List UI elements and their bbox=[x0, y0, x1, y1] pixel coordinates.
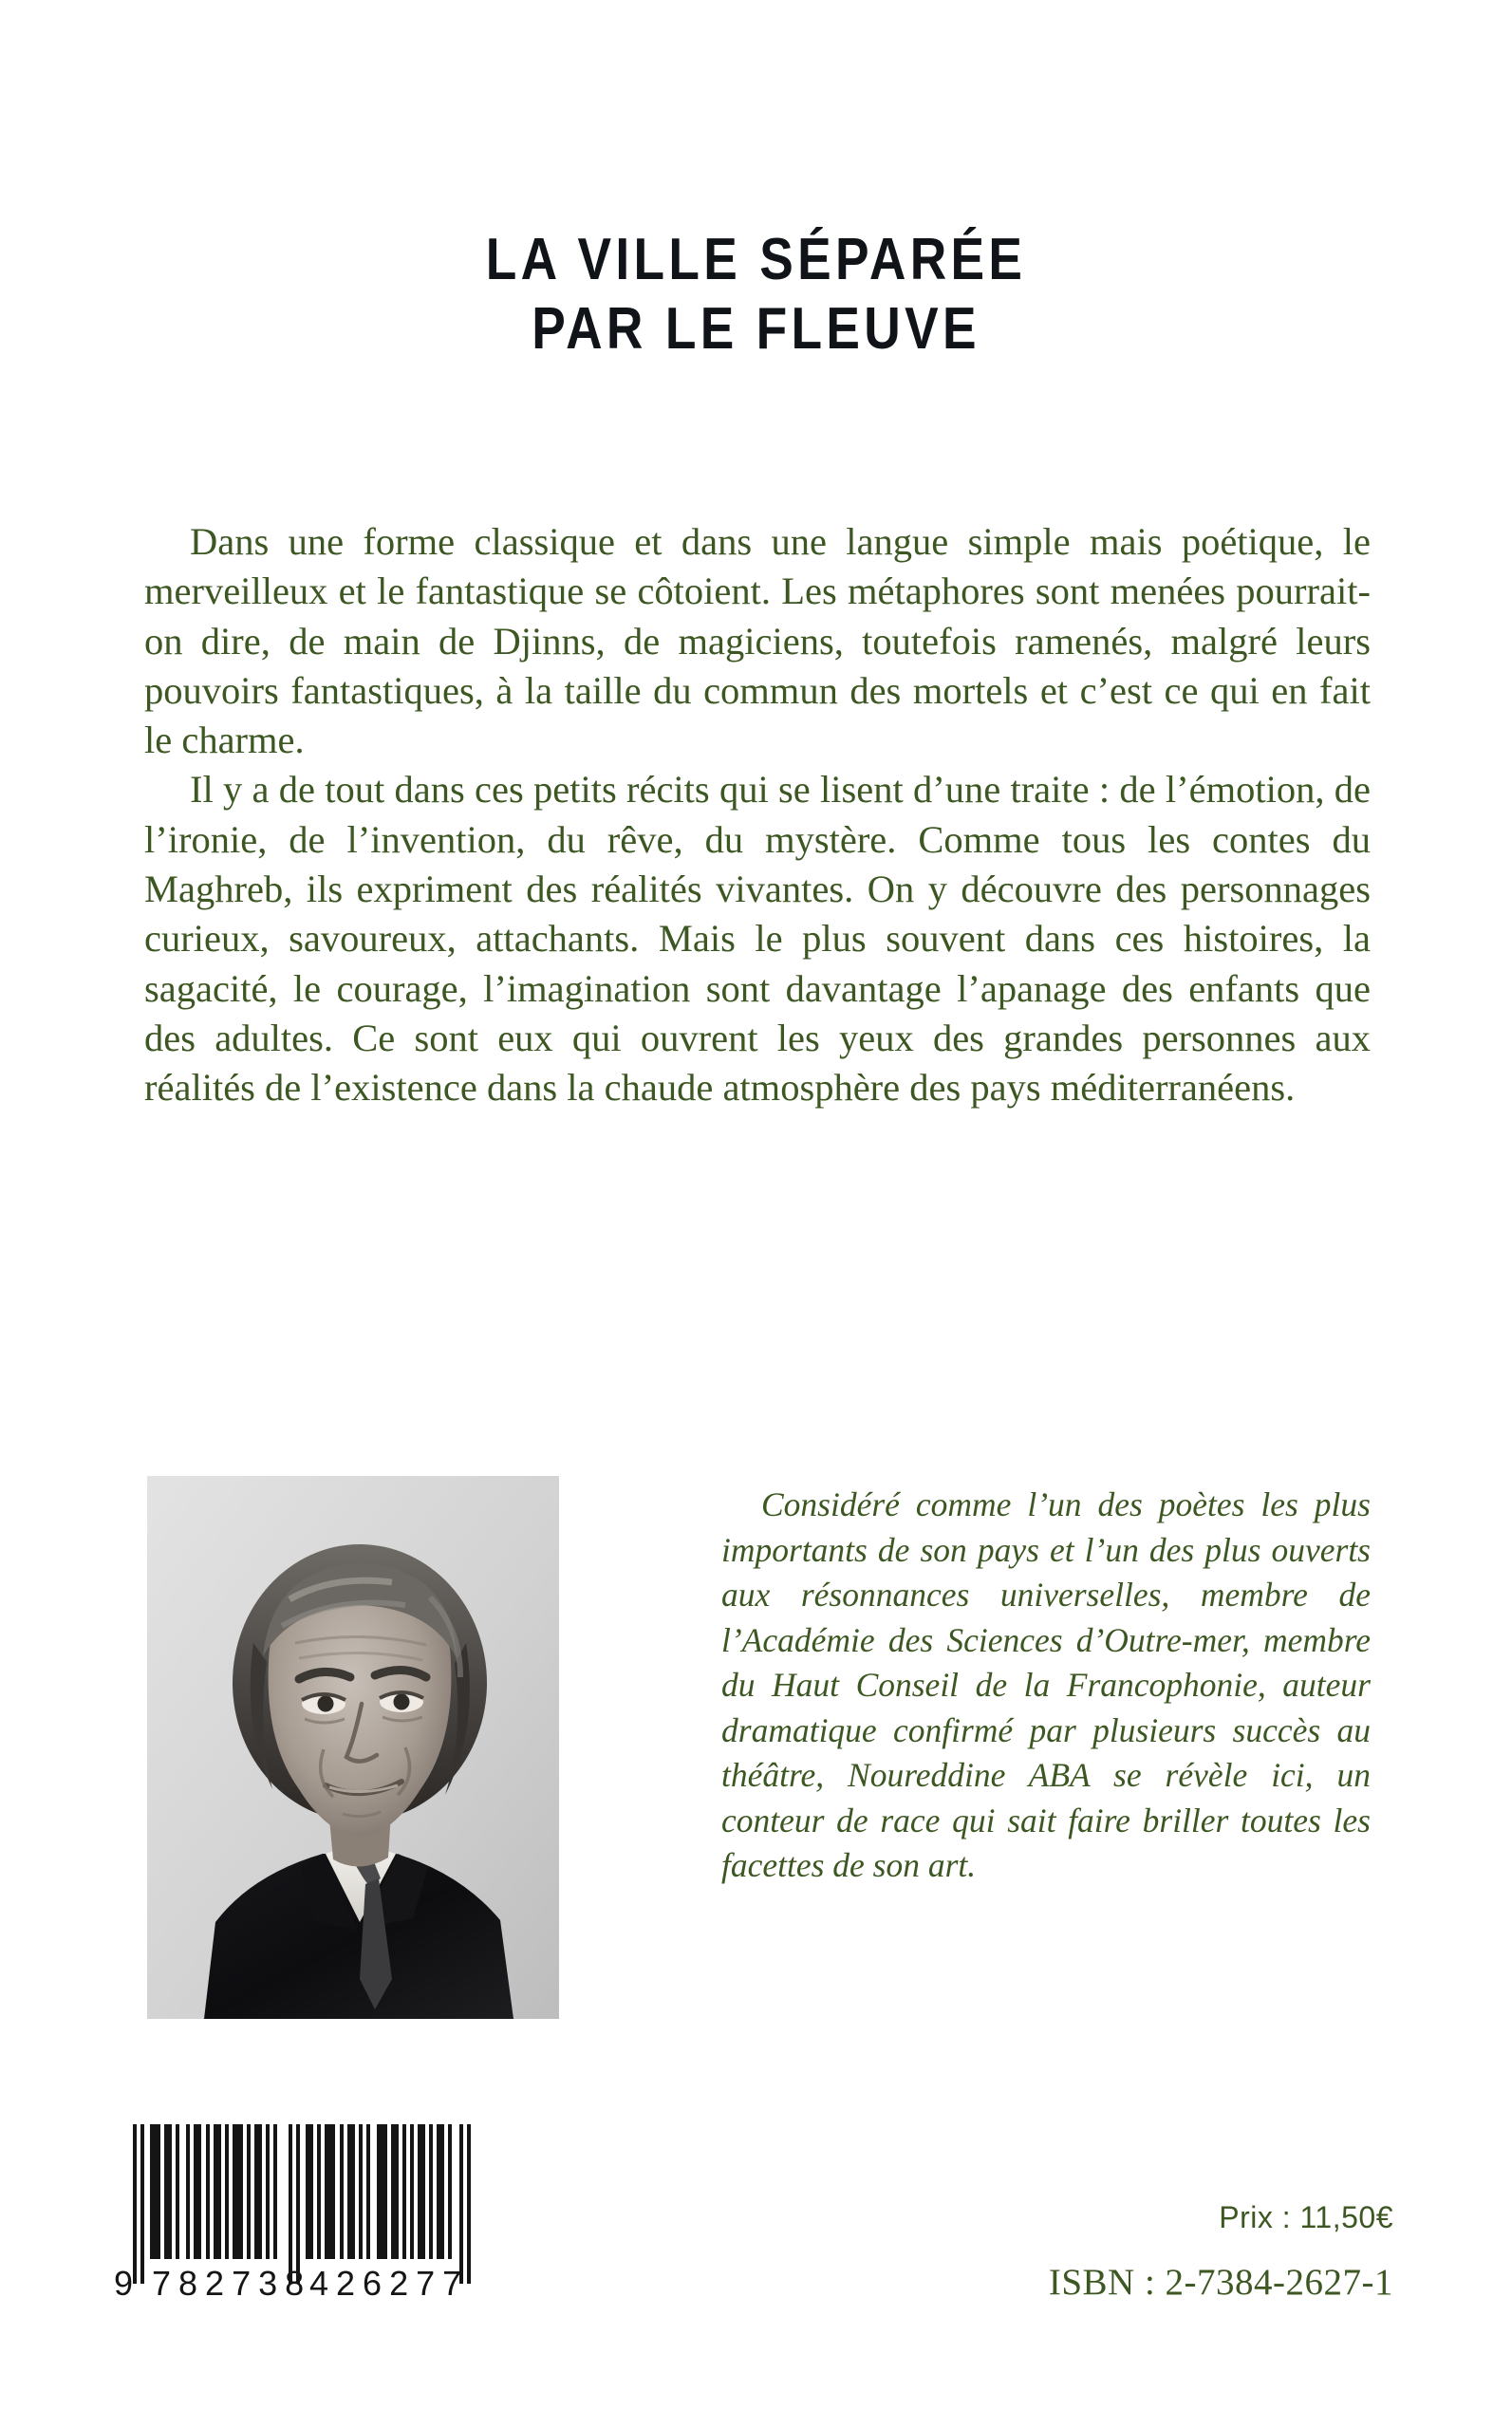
title-line-1: LA VILLE SÉPARÉE bbox=[485, 227, 1027, 292]
author-bio-text: Considéré comme l’un des poètes les plus importants de son pays et l’un des plus ouverts aux résonnances universelles, membre de l’Académie des Sciences d’Outre-mer, membre du Haut Conseil de la Francophonie, auteur dramatique confirmé par plusieurs succès au théâtre, Noureddine ABA se révèle ici, un conteur de race qui sait faire briller toutes les facettes de son art. bbox=[721, 1485, 1371, 1884]
author-photo bbox=[147, 1476, 559, 2019]
barcode bbox=[112, 2117, 511, 2306]
page-title bbox=[0, 226, 1512, 364]
blurb-text bbox=[144, 517, 1371, 1113]
blurb-paragraph-1: Dans une forme classique et dans une langue simple mais poétique, le merveilleux et le fantastique se côtoient. Les métaphores sont menées pourrait-on dire, de main de Djinns, de magiciens, toutefois ramenés, malgré leurs pouvoirs fantastiques, à la taille du commun des mortels et c’est ce qui en fait le charme. bbox=[144, 520, 1371, 762]
portrait-illustration bbox=[147, 1476, 559, 2019]
blurb-paragraph-2: Il y a de tout dans ces petits récits qui se lisent d’une traite : de l’émotion, de l’ironie, de l’invention, du rêve, du mystère. Comme tous les contes du Maghreb, ils expriment des réalités vivantes. On y découvre des personnages curieux, savoureux, attachants. Mais le plus souvent dans ces histoires, la sagacité, le courage, l’imagination sont davantage l’apanage des enfants que des adultes. Ce sont eux qui ouvrent les yeux des grandes personnes aux réalités de l’existence dans la chaude atmosphère des pays méditerranéens. bbox=[144, 768, 1371, 1110]
author-bio bbox=[721, 1483, 1371, 1889]
title-line-2: PAR LE FLEUVE bbox=[532, 295, 980, 362]
barcode-digits-right: 426277 bbox=[309, 2264, 470, 2303]
ean13-barcode-svg bbox=[112, 2117, 511, 2306]
barcode-digit-left: 9 bbox=[114, 2264, 134, 2303]
isbn-label: ISBN : 2-7384-2627-1 bbox=[1048, 2262, 1393, 2303]
barcode-digits-mid: 782738 bbox=[152, 2264, 312, 2303]
price-label: Prix : 11,50€ bbox=[1219, 2200, 1393, 2234]
